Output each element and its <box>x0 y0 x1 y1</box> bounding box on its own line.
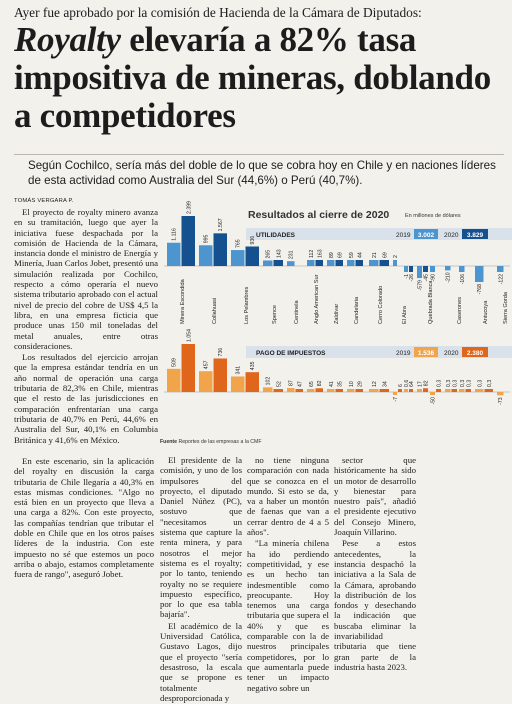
series-2019-label: 89 <box>328 252 335 258</box>
body-column-4 <box>334 455 416 673</box>
series-2019-bar <box>445 389 451 392</box>
total-2020: 2.380 <box>466 350 484 357</box>
series-2019-label: 0,3 <box>477 379 484 387</box>
panel-label: PAGO DE IMPUESTOS <box>256 350 326 357</box>
legend-year-2019: 2019 <box>396 232 411 239</box>
series-2019-label: -122 <box>498 274 505 285</box>
series-2019-label: 21 <box>371 252 378 258</box>
series-2020-bar <box>316 260 324 266</box>
series-2019-label: 112 <box>308 249 315 258</box>
series-2019-bar <box>327 389 335 392</box>
series-2020-bar <box>182 216 196 266</box>
headline-rest: elevaría a 82% tasa impositiva de mineras, doblando a competidores <box>14 20 491 135</box>
series-2019-label: -210 <box>445 272 452 283</box>
body-paragraph: Pese a estos antecedentes, la instancia despachó la iniciativa a la Sala de la Cámara, aprobando la distribución de los fondos y desechando la indicación que buscaba eliminar la invariabilidad tributaria que tiene gran parte de la industria hasta 2023. <box>334 538 416 672</box>
series-2019-label: -768 <box>477 284 484 295</box>
series-2020-label: 35 <box>337 381 344 387</box>
series-2020-bar <box>380 260 390 266</box>
series-2019-label: 2 <box>393 255 399 258</box>
series-2020-label: 0,3 <box>486 379 493 387</box>
chart-source-text: Reportes de las empresas a la CMF <box>178 439 262 445</box>
series-2020-label: 2.399 <box>186 201 193 214</box>
series-2020-label: 0,3 <box>452 379 459 387</box>
series-2020-label: 0,3 <box>436 379 443 387</box>
legend-year-2020: 2020 <box>444 350 459 357</box>
series-2020-label: 6 <box>398 384 404 387</box>
series-2019-bar <box>327 260 335 266</box>
series-2019-label: 0,6 <box>404 379 410 387</box>
category-label: Candelaria <box>354 296 360 324</box>
series-2020-bar <box>246 372 260 392</box>
body-paragraph: En este escenario, sin la aplicación del royalty en discusión la carga tributaria de Chile llegaría a 40,3% en estas mismas condiciones. "Algo no está bien en un proyecto que lleva a una carga a 82%. Con este proyecto, las compañías tendrían que tributar el doble en Chile que en los otros países líderes de la industria. Con este impuesto no sé que estemos un poco arriba o abajo, estamos completamente fuera de rango", aseguró Jobet. <box>14 456 154 580</box>
headline-italic: Royalty <box>14 20 121 59</box>
series-2020-label: 1.054 <box>186 329 193 342</box>
series-2020-label: 82 <box>317 380 324 387</box>
series-2019-label: 0,3 <box>459 379 466 387</box>
body-paragraph: El presidente de la comisión, y uno de los impulsores del proyecto, el diputado Daniel Núñez (PC), sostuvo que "necesitamos un sistema que capture la renta minera, y para nosotros el mejor sistema es el royalty; por lo tanto, teniendo royalty no se requiere impuesto específico, por lo que esa tabla bajaría". <box>160 455 242 620</box>
series-2019-label: -73 <box>498 397 505 405</box>
byline: TOMÁS VERGARA P. <box>14 198 74 204</box>
headline <box>14 21 504 135</box>
series-2020-label: 0,3 <box>466 379 473 387</box>
series-2020-bar <box>466 389 472 392</box>
series-2020-label: 435 <box>250 361 257 371</box>
category-label: Sierra Gorda <box>503 291 509 324</box>
series-2020-bar <box>274 260 284 266</box>
series-2019-bar <box>199 371 213 392</box>
series-2019-bar <box>199 245 213 266</box>
series-2019-bar <box>263 260 273 266</box>
series-2020-bar <box>356 389 364 392</box>
body-paragraph: "La minería chilena ha ido perdiendo competitividad, y ese es un hecho tan indesmentible como preocupante. Hoy tenemos una carga tributaria que supera el 40% y que es comparable con la de nuestros principales competidores, por lo que aumentarla puede tener un impacto negativo sobre un <box>247 538 329 693</box>
series-2019-bar <box>369 389 379 392</box>
series-2020-bar <box>452 389 458 392</box>
series-2019-label: 265 <box>265 249 272 259</box>
series-2019-bar <box>430 266 435 272</box>
body-column-3 <box>247 455 329 694</box>
series-2020-bar <box>409 389 413 392</box>
series-2020-bar <box>246 246 260 266</box>
series-2019-bar <box>393 260 397 266</box>
series-2020-bar <box>409 266 413 272</box>
series-2020-label: 44 <box>357 252 364 258</box>
series-2019-bar <box>307 389 315 392</box>
series-2019-bar <box>475 389 484 392</box>
series-2019-bar <box>430 392 435 395</box>
series-2020-label: 47 <box>297 381 304 387</box>
series-2019-label: 457 <box>203 360 210 370</box>
results-chart <box>160 201 512 446</box>
series-2019-bar <box>307 260 315 266</box>
series-2019-label: 87 <box>288 380 295 387</box>
series-2020-label: -26 <box>409 274 415 282</box>
series-2020-label: 936 <box>250 235 257 245</box>
series-2020-label: 52 <box>276 381 283 387</box>
category-label: Quebrada Blanca <box>428 280 434 324</box>
series-2020-bar <box>423 266 428 272</box>
series-2020-bar <box>380 389 390 392</box>
body-paragraph: sector que históricamente ha sido un motor de desarrollo y bienestar para nuestro país", añadió el presidente ejecutivo del Consejo Minero, Joaquín Villarino. <box>334 455 416 538</box>
category-label: Antucoya <box>483 300 489 324</box>
total-2019: 3.002 <box>417 232 435 239</box>
body-column-2 <box>160 455 242 704</box>
series-2020-bar <box>214 233 228 266</box>
legend-year-2020: 2020 <box>444 232 459 239</box>
article-kicker: Ayer fue aprobado por la comisión de Hacienda de la Cámara de Diputados: <box>14 5 422 20</box>
series-2019-bar <box>445 266 451 270</box>
chart-source-label: Fuente <box>160 439 178 445</box>
series-2019-label: 341 <box>235 365 242 375</box>
series-2020-bar <box>182 344 196 392</box>
series-2019-label: 231 <box>288 250 295 260</box>
series-2019-bar <box>459 389 465 392</box>
series-2020-label: 69 <box>382 252 389 258</box>
series-2019-label: 0,3 <box>445 379 452 387</box>
series-2019-label: -579 <box>417 280 424 291</box>
series-2020-bar <box>274 389 284 392</box>
series-2020-label: 736 <box>218 347 225 357</box>
series-2019-bar <box>347 389 355 392</box>
series-2020-label: 163 <box>317 249 324 258</box>
category-label: Collahuasi <box>212 297 218 324</box>
series-2020-bar <box>214 358 228 392</box>
series-2019-label: -7 <box>393 397 399 402</box>
series-2019-label: 102 <box>265 376 272 386</box>
series-2019-label: -1 <box>404 274 410 279</box>
series-2019-label: -50 <box>430 397 437 405</box>
series-2019-label: 41 <box>328 381 335 387</box>
series-2019-bar <box>347 260 355 266</box>
series-2019-label: 65 <box>308 381 315 387</box>
chart-unit-note: En millones de dólares <box>405 213 461 219</box>
series-2019-bar <box>167 243 181 266</box>
category-label: Spence <box>272 305 278 324</box>
category-label: El Abra <box>402 305 408 324</box>
series-2019-bar <box>497 392 504 395</box>
legend-year-2019: 2019 <box>396 350 411 357</box>
category-label: Cerro Colorado <box>378 285 384 324</box>
series-2020-bar <box>296 389 304 392</box>
series-2020-label: 143 <box>276 249 283 258</box>
series-2019-bar <box>417 266 422 278</box>
headline-divider <box>14 154 504 155</box>
series-2020-bar <box>336 260 344 266</box>
series-2020-label: 69 <box>337 252 344 258</box>
series-2020-label: 29 <box>357 381 364 387</box>
series-2019-label: 509 <box>171 358 178 367</box>
series-2019-label: 59 <box>348 252 355 258</box>
category-label: Centinela <box>294 300 300 324</box>
series-2020-bar <box>436 389 441 392</box>
total-2019: 1.536 <box>417 350 435 357</box>
series-2020-bar <box>485 389 494 392</box>
series-2020-bar <box>336 389 344 392</box>
series-2019-label: 17 <box>417 381 424 387</box>
series-2019-label: 10 <box>348 381 355 387</box>
series-2019-bar <box>459 266 465 272</box>
series-2019-bar <box>287 261 295 266</box>
body-column-1-continued <box>14 456 154 581</box>
series-2019-bar <box>404 389 408 392</box>
chart-title: Resultados al cierre de 2020 <box>248 209 390 221</box>
series-2019-bar <box>231 250 245 266</box>
body-paragraph: El proyecto de royalty minero avanza en su tramitación, luego que ayer la iniciativa fuese despachada por la comisión de Hacienda de la Cámara, instancia donde el ministro de Energía y Minería, Juan Carlos Jobet, presentó una simulación realizada por Cochilco, respecto a cómo operaría el nuevo sistema tributario aprobado con el actual nivel de precio del cobre de US$ 4,5 la libra, en una empresa ficticia que produce unas 150 mil toneladas del metal anuales, entre otras consideraciones. <box>14 207 158 351</box>
series-2019-bar <box>404 266 408 272</box>
series-2019-bar <box>417 389 422 392</box>
series-2020-label: 34 <box>382 381 389 387</box>
series-2019-label: -106 <box>459 274 466 285</box>
series-2019-bar <box>263 387 273 392</box>
series-2020-label: 64 <box>409 381 415 387</box>
category-label: Anglo American Sur <box>314 274 320 324</box>
category-label: Los Pelambres <box>244 286 250 324</box>
series-2020-bar <box>316 388 324 392</box>
series-2019-bar <box>231 376 245 392</box>
series-2019-bar <box>167 369 181 392</box>
series-2020-bar <box>423 388 428 392</box>
body-paragraph: El académico de la Universidad Católica, Gustavo Lagos, dijo que el proyecto "sería desastroso, la escala que se propone es totalmente desproporcionada y <box>160 620 242 703</box>
category-label: Minera Escondida <box>180 279 186 324</box>
series-2020-label: 1.567 <box>218 218 225 232</box>
category-label: Caserones <box>457 296 463 324</box>
body-paragraph: no tiene ninguna comparación con nada que se conozca en el mundo. Si esto se da, va a haber un montón de faenas que van a cerrar dentro de 4 a 5 años". <box>247 455 329 538</box>
chart-source <box>160 439 262 445</box>
article-deck: Según Cochilco, sería más del doble de lo que se cobra hoy en Chile y en naciones líderes de esta actividad como Australia del Sur (44,6%) o Perú (40,7%). <box>28 159 496 187</box>
series-2020-bar <box>398 389 402 392</box>
body-column-1 <box>14 207 158 446</box>
series-2020-label: -45 <box>423 274 430 282</box>
series-2020-bar <box>356 260 364 266</box>
series-2019-bar <box>475 266 484 282</box>
series-2019-bar <box>287 388 295 392</box>
series-2019-label: 995 <box>203 234 210 244</box>
category-label: Zaldívar <box>334 303 340 324</box>
series-2019-label: -90 <box>430 274 437 282</box>
series-2019-label: 1.116 <box>171 228 178 241</box>
series-2020-label: 82 <box>423 380 430 387</box>
panel-label: UTILIDADES <box>256 232 295 239</box>
series-2019-bar <box>497 266 504 272</box>
series-2019-bar <box>369 260 379 266</box>
series-2019-bar <box>393 392 397 395</box>
series-2019-label: 12 <box>371 381 378 387</box>
total-2020: 3.829 <box>466 232 484 239</box>
body-paragraph: Los resultados del ejercicio arrojan que la empresa estándar tendría en un año normal de operación una carga tributaria de 82,3% en Chile, mientras que el resto de las jurisdicciones en comparación enfrentarían una carga tributaria de 40,7% en Perú, 44,6% en Australia del Sur, 40,1% en Columbia Británica y 41,6% en México. <box>14 352 158 445</box>
series-2019-label: 765 <box>235 239 242 249</box>
